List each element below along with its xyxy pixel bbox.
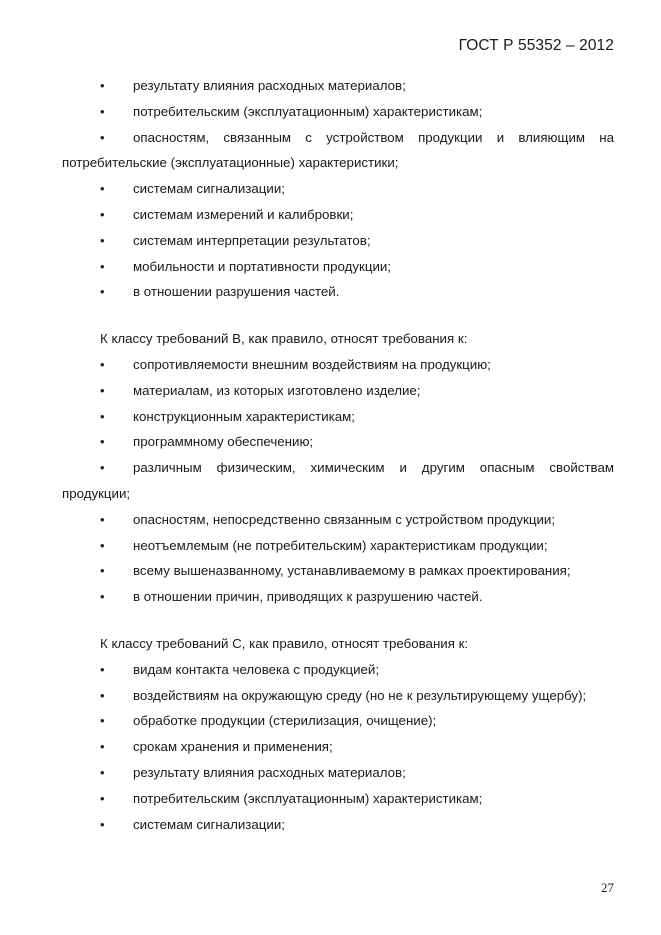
list-item: • сопротивляемости внешним воздействиям на продукцию; bbox=[62, 352, 614, 378]
list-item: • всему вышеназванному, устанавливаемому в рамках проектирования; bbox=[62, 558, 614, 584]
bullet-icon: • bbox=[100, 589, 105, 605]
bullet-icon: • bbox=[100, 460, 105, 476]
requirements-list-a bbox=[62, 73, 614, 305]
bullet-icon: • bbox=[100, 511, 105, 527]
bullet-icon: • bbox=[100, 687, 105, 703]
bullet-icon: • bbox=[100, 181, 105, 197]
bullet-icon: • bbox=[100, 713, 105, 729]
requirements-list-c bbox=[62, 657, 614, 838]
list-item: • опасностям, непосредственно связанным с устройством продукции; bbox=[62, 507, 614, 533]
bullet-icon: • bbox=[100, 78, 105, 93]
list-item: • воздействиям на окружающую среду (но не к результирующему ущербу); bbox=[62, 683, 614, 709]
document-header: ГОСТ Р 55352 – 2012 bbox=[458, 37, 614, 54]
document-body bbox=[62, 73, 614, 837]
list-item: • результату влияния расходных материалов; bbox=[62, 760, 614, 786]
bullet-icon: • bbox=[100, 232, 105, 248]
list-item: • системам интерпретации результатов; bbox=[62, 228, 614, 254]
bullet-icon: • bbox=[100, 764, 105, 780]
requirements-list-b bbox=[62, 352, 614, 610]
list-item: • неотъемлемым (не потребительским) характеристикам продукции; bbox=[62, 533, 614, 559]
bullet-icon: • bbox=[100, 356, 105, 372]
list-item: • различным физическим, химическим и другим опасным свойствам продукции; bbox=[62, 455, 614, 507]
bullet-icon: • bbox=[100, 661, 105, 677]
class-c-intro: К классу требований С, как правило, относят требования к: bbox=[100, 635, 469, 651]
bullet-icon: • bbox=[100, 537, 105, 553]
bullet-icon: • bbox=[100, 434, 105, 450]
list-item: • системам измерений и калибровки; bbox=[62, 202, 614, 228]
list-item: • мобильности и портативности продукции; bbox=[62, 254, 614, 280]
bullet-icon: • bbox=[100, 284, 105, 300]
list-item: • обработке продукции (стерилизация, очищение); bbox=[62, 708, 614, 734]
list-item: • видам контакта человека с продукцией; bbox=[62, 657, 614, 683]
bullet-icon: • bbox=[100, 382, 105, 398]
bullet-icon: • bbox=[100, 206, 105, 222]
list-item: • системам сигнализации; bbox=[62, 812, 614, 838]
bullet-icon: • bbox=[100, 563, 105, 579]
bullet-icon: • bbox=[100, 103, 105, 119]
class-b-intro: К классу требований В, как правило, относят требования к: bbox=[100, 331, 468, 347]
list-item: • программному обеспечению; bbox=[62, 429, 614, 455]
page-number: 27 bbox=[601, 880, 614, 895]
list-item: • в отношении разрушения частей. bbox=[62, 279, 614, 305]
list-item: • потребительским (эксплуатационным) характеристикам; bbox=[62, 786, 614, 812]
list-item: • системам сигнализации; bbox=[62, 176, 614, 202]
bullet-icon: • bbox=[100, 790, 105, 806]
list-item: • конструкционным характеристикам; bbox=[62, 404, 614, 430]
list-item: • опасностям, связанным с устройством продукции и влияющим на потребительские (эксплуатационные) характеристики; bbox=[62, 125, 614, 177]
bullet-icon: • bbox=[100, 739, 105, 755]
bullet-icon: • bbox=[100, 816, 105, 832]
bullet-icon: • bbox=[100, 408, 105, 424]
bullet-icon: • bbox=[100, 129, 105, 145]
list-item: • потребительским (эксплуатационным) характеристикам; bbox=[62, 99, 614, 125]
list-item: • в отношении причин, приводящих к разрушению частей. bbox=[62, 584, 614, 610]
bullet-icon: • bbox=[100, 258, 105, 274]
list-item: • результату влияния расходных материалов; bbox=[62, 73, 614, 99]
list-item: • срокам хранения и применения; bbox=[62, 734, 614, 760]
list-item: • материалам, из которых изготовлено изделие; bbox=[62, 378, 614, 404]
